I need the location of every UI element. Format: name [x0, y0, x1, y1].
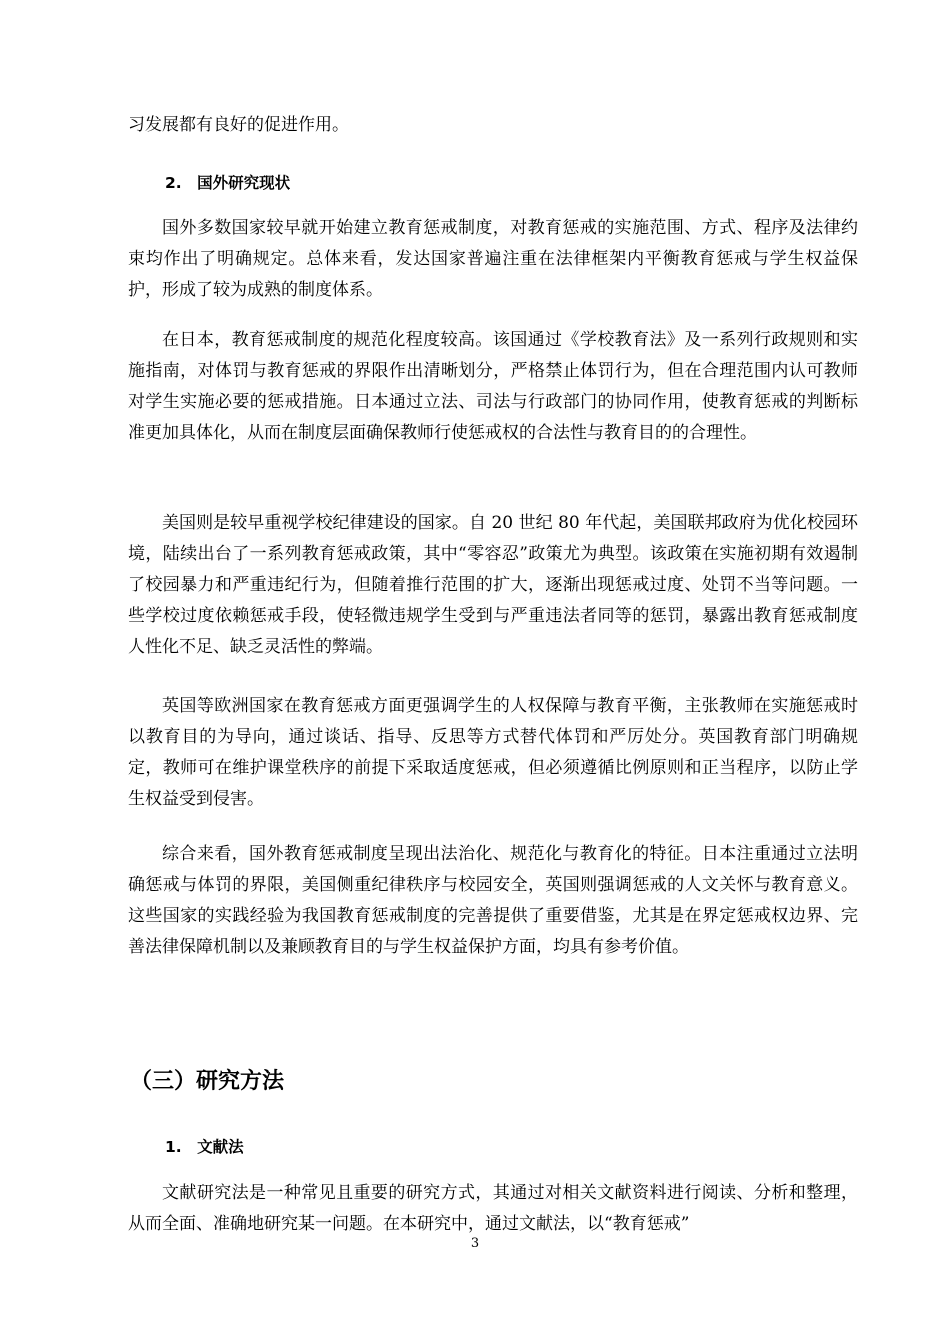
paragraph-japan: 在日本，教育惩戒制度的规范化程度较高。该国通过《学校教育法》及一系列行政规则和实施指南，对体罚与教育惩戒的界限作出清晰划分，严格禁止体罚行为，但在合理范围内认可教师对学生实施必要的惩戒措施。日本通过立法、司法与行政部门的协同作用，使教育惩戒的判断标准更加具体化，从而在制度层面确保教师行使惩戒权的合法性与教育目的的合理性。 — [128, 330, 858, 443]
paragraph-literature-method: 文献研究法是一种常见且重要的研究方式，其通过对相关文献资料进行阅读、分析和整理，从而全面、准确地研究某一问题。在本研究中，通过文献法，以“教育惩戒” — [128, 1183, 858, 1234]
continuation-paragraph: 习发展都有良好的促进作用。 — [128, 115, 349, 135]
paragraph-foreign-overview: 国外多数国家较早就开始建立教育惩戒制度，对教育惩戒的实施范围、方式、程序及法律约束均作出了明确规定。总体来看，发达国家普遍注重在法律框架内平衡教育惩戒与学生权益保护，形成了较为成熟的制度体系。 — [128, 218, 858, 300]
page-number: 3 — [470, 1236, 480, 1251]
section-heading-foreign-research: 2. 国外研究现状 — [165, 174, 291, 192]
section-heading-research-methods: （三）研究方法 — [130, 1069, 285, 1094]
paragraph-summary: 综合来看，国外教育惩戒制度呈现出法治化、规范化与教育化的特征。日本注重通过立法明确惩戒与体罚的界限，美国侧重纪律秩序与校园安全，英国则强调惩戒的人文关怀与教育意义。这些国家的实践经验为我国教育惩戒制度的完善提供了重要借鉴，尤其是在界定惩戒权边界、完善法律保障机制以及兼顾教育目的与学生权益保护方面，均具有参考价值。 — [128, 844, 858, 957]
paragraph-uk: 英国等欧洲国家在教育惩戒方面更强调学生的人权保障与教育平衡，主张教师在实施惩戒时以教育目的为导向，通过谈话、指导、反思等方式替代体罚和严厉处分。英国教育部门明确规定，教师可在维护课堂秩序的前提下采取适度惩戒，但必须遵循比例原则和正当程序，以防止学生权益受到侵害。 — [128, 696, 858, 809]
paragraph-usa: 美国则是较早重视学校纪律建设的国家。自 20 世纪 80 年代起，美国联邦政府为优化校园环境，陆续出台了一系列教育惩戒政策，其中“零容忍”政策尤为典型。该政策在实施初期有效遏制了校园暴力和严重违纪行为，但随着推行范围的扩大，逐渐出现惩戒过度、处罚不当等问题。一些学校过度依赖惩戒手段，使轻微违规学生受到与严重违法者同等的惩罚，暴露出教育惩戒制度人性化不足、缺乏灵活性的弊端。 — [128, 513, 858, 657]
subsection-heading-literature-method: 1. 文献法 — [165, 1138, 244, 1156]
